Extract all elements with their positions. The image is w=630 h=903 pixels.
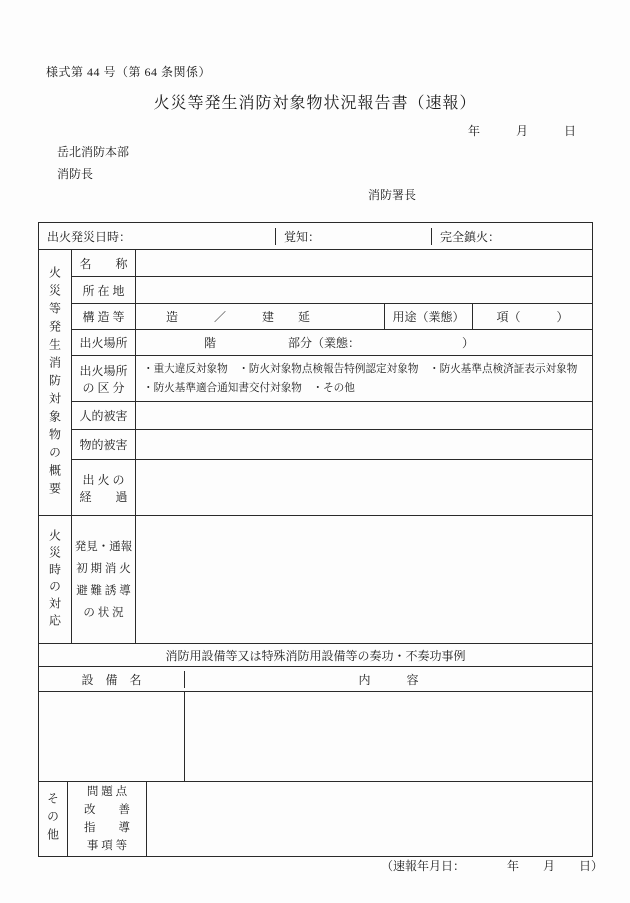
item-field[interactable]: 項（ ）	[496, 310, 569, 324]
other-label	[68, 782, 147, 856]
other-field[interactable]	[147, 782, 592, 856]
equipment-name-header: 設 備 名	[39, 671, 185, 688]
equipment-title-row	[39, 643, 592, 666]
addressee: 消防署長	[368, 188, 417, 202]
location-category-label-line2: の 区 分	[82, 380, 125, 395]
report-table	[38, 222, 593, 857]
awareness-time-field[interactable]	[276, 228, 432, 245]
property-damage-field[interactable]	[136, 430, 592, 459]
other-label-line4: 事 項 等	[86, 840, 128, 852]
other-section-label: その他	[45, 792, 60, 846]
structure-type-field[interactable]: 造 ／ 建 延	[136, 304, 385, 329]
address-row	[72, 276, 592, 303]
response-label-line4: の 状 況	[83, 606, 124, 619]
address-value-field[interactable]	[136, 277, 592, 303]
other-label-line3: 指 導	[84, 822, 130, 834]
page-title: 火災等発生消防対象物状況報告書（速報）	[153, 95, 477, 112]
human-damage-field[interactable]	[136, 402, 592, 429]
full-extinguish-label: 完全鎮火：	[440, 229, 501, 244]
fire-location-row	[72, 329, 592, 355]
response-label-line3: 避 難 誘 導	[76, 584, 131, 597]
full-extinguish-field[interactable]	[432, 228, 592, 245]
other-label-line1: 問 題 点	[86, 786, 128, 798]
response-section-label: 火災時の対応	[47, 528, 62, 631]
other-label-line2: 改 善	[84, 804, 130, 816]
location-category-label-line1: 出火場所	[79, 363, 128, 378]
overview-section-label: 火災等発生消防対象物の概要	[47, 265, 62, 500]
human-damage-label: 人的被害	[72, 402, 136, 429]
response-section-label-cell	[39, 516, 72, 643]
location-category-options[interactable]	[136, 356, 592, 401]
property-damage-label: 物的被害	[72, 430, 136, 459]
equipment-header-row	[39, 666, 592, 691]
fire-progress-label-line2: 経 過	[79, 489, 128, 504]
overview-section	[39, 249, 592, 515]
response-section	[39, 515, 592, 643]
response-label-line2: 初 期 消 火	[76, 562, 131, 575]
other-section	[39, 781, 592, 856]
other-section-label-cell	[39, 782, 68, 856]
use-category-label: 用途（業態）	[385, 304, 473, 329]
response-label-line1: 発見・通報	[74, 540, 133, 553]
equipment-name-field[interactable]	[39, 692, 185, 781]
date-line: 年 月 日	[468, 124, 577, 138]
footer-note: （速報年月日： 年 月 日）	[381, 859, 604, 873]
equipment-content-header: 内 容	[358, 672, 419, 687]
equipment-entry-row	[39, 691, 592, 781]
org-role: 消防長	[57, 167, 94, 181]
location-category-options-line2: ・防火基準適合通知書交付対象物 ・その他	[143, 383, 355, 394]
property-damage-row	[72, 429, 592, 459]
address-label: 所 在 地	[72, 277, 136, 303]
datetime-row	[39, 223, 592, 249]
fire-progress-row	[72, 459, 592, 515]
overview-section-label-cell	[39, 250, 72, 515]
ignition-datetime-field[interactable]	[39, 228, 276, 245]
structure-label: 構 造 等	[72, 304, 136, 329]
response-label	[72, 516, 136, 643]
name-row	[72, 250, 592, 276]
fire-progress-label-line1: 出 火 の	[82, 472, 125, 487]
equipment-title: 消防用設備等又は特殊消防用設備等の奏功・不奏功事例	[165, 648, 466, 663]
awareness-time-label: 覚知：	[284, 229, 321, 244]
fire-location-label: 出火場所	[72, 330, 136, 355]
fire-progress-label	[72, 460, 136, 515]
other-row	[68, 782, 592, 856]
org-name: 岳北消防本部	[57, 145, 130, 159]
location-category-row	[72, 355, 592, 401]
location-category-options-line1: ・重大違反対象物 ・防火対象物点検報告特例認定対象物 ・防火基準点検済証表示対象物	[143, 364, 578, 375]
form-number: 様式第 44 号（第 64 条関係）	[46, 65, 212, 79]
human-damage-row	[72, 401, 592, 429]
structure-row	[72, 303, 592, 329]
ignition-datetime-label: 出火発災日時：	[47, 229, 132, 244]
response-row	[72, 516, 592, 643]
fire-progress-field[interactable]	[136, 460, 592, 515]
equipment-content-field[interactable]	[185, 692, 592, 781]
name-value-field[interactable]	[136, 250, 592, 276]
response-field[interactable]	[136, 516, 592, 643]
location-category-label	[72, 356, 136, 401]
name-label: 名 称	[72, 250, 136, 276]
fire-location-field[interactable]: 階 部分（業態： ）	[144, 336, 475, 350]
